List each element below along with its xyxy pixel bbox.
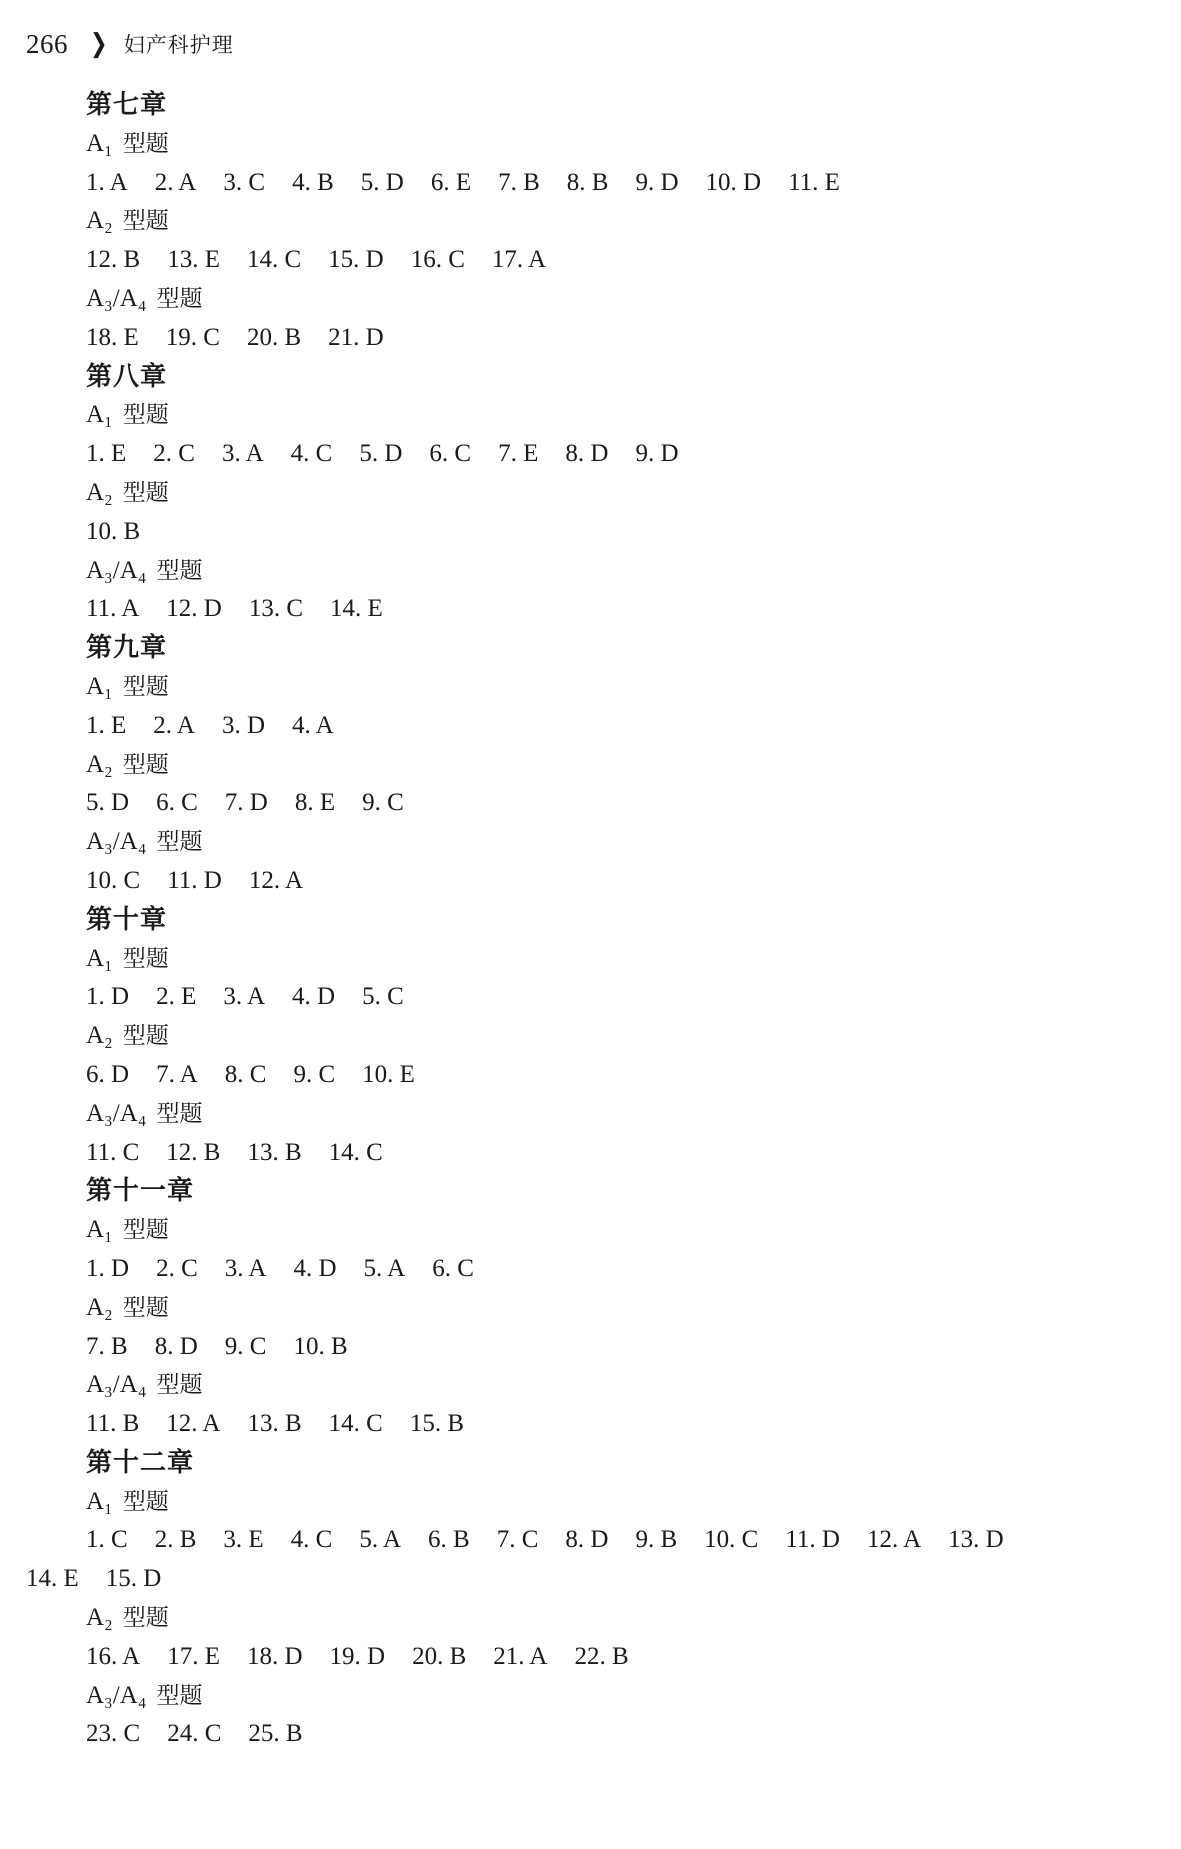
chapter-title: 第九章 [86,633,168,664]
answer-item: 14. C [246,246,302,274]
page-number: 266 [26,28,68,59]
answer-item: 11. B [86,1410,140,1438]
answer-item: 16. A [86,1642,141,1670]
question-type-heading [86,474,1146,513]
question-type-heading [86,1677,1146,1716]
answer-item: 9. C [293,1060,336,1088]
answer-item: 21. A [493,1642,548,1670]
answer-item: 11. E [788,168,840,196]
book-title: 妇产科护理 [123,33,234,57]
question-type-code: A₃/A₄ [86,1681,147,1709]
answer-item: 1. C [86,1526,128,1554]
answer-item: 11. D [167,866,222,894]
answer-item: 6. C [432,1254,474,1282]
answer-item: 3. A [221,440,264,468]
answer-item: 7. B [498,168,540,196]
answer-key-content [26,86,1146,1754]
answer-item: 1. A [86,168,128,196]
answer-item: 11. A [86,595,140,623]
answer-item: 5. C [362,983,404,1011]
chapter-block [86,901,1146,1173]
question-type-label: 型题 [122,1023,169,1050]
answer-item: 7. E [498,440,539,468]
running-header [26,26,234,62]
answer-item: 11. D [785,1526,840,1554]
question-type-heading [86,280,1146,319]
question-type-heading [86,1599,1146,1638]
answer-item: 25. B [248,1720,303,1748]
chapter-block [86,86,1146,358]
answer-item: 4. C [290,1526,333,1554]
question-type-label: 型题 [122,751,169,778]
question-type-label: 型题 [122,1294,169,1321]
chapter-block [26,1444,1146,1754]
question-type-heading [86,1483,1146,1522]
answer-item: 9. C [362,789,404,817]
chapter-block [86,1172,1146,1444]
answer-item: 2. B [154,1526,197,1554]
question-type-heading [86,823,1146,862]
answer-row [86,513,1146,552]
question-type-label: 型题 [156,1100,203,1127]
answer-item: 14. C [328,1410,383,1438]
question-type-code: A₁ [86,129,113,157]
answer-item: 10. E [362,1060,415,1088]
question-type-heading [86,746,1146,785]
question-type-heading [86,668,1146,707]
question-type-code: A₁ [86,401,113,429]
question-type-label: 型题 [156,1682,203,1709]
question-type-label: 型题 [122,1605,169,1632]
question-type-code: A₂ [86,1022,113,1050]
answer-item: 3. A [224,1254,267,1282]
question-type-heading [86,125,1146,164]
answer-item: 3. D [221,711,266,739]
answer-row [86,862,1146,901]
question-type-code: A₂ [86,1293,113,1321]
answer-row [86,1715,1146,1754]
answer-row [86,1521,1146,1560]
answer-item: 1. D [86,983,130,1011]
answer-item: 15. B [409,1410,464,1438]
answer-item: 1. E [86,711,127,739]
question-type-label: 型题 [122,1488,169,1515]
answer-item: 20. B [412,1642,467,1670]
question-type-label: 型题 [122,402,169,429]
question-type-label: 型题 [122,479,169,506]
answer-item: 18. E [86,323,139,351]
answer-item: 13. B [247,1138,302,1166]
answer-item: 10. D [705,168,762,196]
answer-item: 12. A [248,866,304,894]
answer-item: 21. D [328,323,384,351]
answer-item: 8. D [565,440,609,468]
answer-item: 23. C [86,1720,141,1748]
question-type-heading [86,396,1146,435]
answer-item: 18. D [246,1642,303,1670]
answer-row [86,1405,1146,1444]
answer-item: 8. C [224,1060,267,1088]
answer-item: 3. C [223,168,266,196]
answer-row [86,164,1146,203]
question-type-heading [86,1095,1146,1134]
answer-item: 6. C [156,789,198,817]
question-type-code: A₃/A₄ [86,1371,147,1399]
question-type-label: 型题 [156,285,203,312]
answer-item: 13. E [167,246,220,274]
answer-item: 12. B [166,1138,221,1166]
answer-row [86,590,1146,629]
question-type-heading [86,1289,1146,1328]
answer-item: 6. C [429,440,472,468]
answer-item: 17. E [167,1642,220,1670]
answer-item: 3. A [223,983,266,1011]
question-type-code: A₁ [86,944,113,972]
question-type-label: 型题 [122,673,169,700]
answer-item: 5. D [86,789,130,817]
answer-item: 24. C [167,1720,222,1748]
question-type-label: 型题 [122,208,169,235]
question-type-heading [86,202,1146,241]
answer-item: 2. C [156,1254,198,1282]
answer-item: 5. D [359,440,403,468]
question-type-code: A₂ [86,207,113,235]
answer-item: 7. B [86,1332,128,1360]
question-type-code: A₁ [86,1487,113,1515]
answer-item: 12. A [166,1410,221,1438]
chapter-title: 第七章 [86,90,168,120]
question-type-heading [86,940,1146,979]
answer-item: 10. B [293,1332,348,1360]
answer-item: 9. B [635,1526,678,1554]
answer-item: 15. D [328,246,384,274]
answer-item: 12. A [866,1526,922,1554]
chapter-title: 第十章 [86,904,168,935]
answer-item: 14. E [26,1565,79,1593]
chapter-block [86,358,1146,630]
answer-item: 4. D [293,1254,337,1282]
answer-item: 14. C [328,1138,383,1166]
answer-item: 3. E [223,1526,264,1554]
answer-row [86,319,1146,358]
chapter-title: 第八章 [86,361,168,392]
question-type-heading [86,552,1146,591]
answer-item: 5. A [363,1254,406,1282]
answer-item: 4. A [292,711,334,739]
answer-item: 7. C [496,1526,539,1554]
answer-item: 7. D [224,789,268,817]
answer-item: 17. A [491,246,547,274]
answer-item: 9. C [224,1332,267,1360]
answer-row [86,435,1146,474]
question-type-code: A₂ [86,1604,113,1632]
question-type-code: A₁ [86,672,113,700]
question-type-heading [86,1366,1146,1405]
answer-item: 11. C [86,1138,140,1166]
question-type-heading [86,1211,1146,1250]
answer-item: 5. D [360,168,404,196]
answer-row [86,784,1146,823]
chapter-block [86,629,1146,901]
chevron-right-icon: ❯ [90,29,108,59]
answer-row [86,1056,1146,1095]
answer-item: 9. D [635,440,679,468]
answer-item: 10. C [704,1526,759,1554]
answer-item: 1. E [86,440,127,468]
answer-item: 9. D [635,168,679,196]
answer-row [86,978,1146,1017]
answer-item: 4. B [292,168,334,196]
question-type-code: A₃/A₄ [86,556,147,584]
answer-row [86,241,1146,280]
answer-item: 20. B [246,323,302,351]
answer-item: 14. E [330,595,383,623]
answer-item: 22. B [574,1642,629,1670]
answer-item: 1. D [86,1254,130,1282]
question-type-code: A₃/A₄ [86,1099,147,1127]
answer-row [86,1134,1146,1173]
question-type-label: 型题 [122,130,169,157]
answer-item: 13. C [248,595,303,623]
question-type-code: A₃/A₄ [86,828,147,856]
answer-item: 16. C [410,246,465,274]
answer-item: 8. D [154,1332,198,1360]
question-type-code: A₂ [86,750,113,778]
answer-item: 12. D [166,595,222,623]
answer-row [86,707,1146,746]
answer-item: 2. A [154,168,197,196]
answer-item: 6. E [430,168,472,196]
answer-row-continued [26,1560,1146,1599]
chapter-title: 第十一章 [86,1176,195,1207]
answer-row [86,1328,1146,1367]
answer-item: 10. B [86,517,141,545]
question-type-heading [86,1017,1146,1056]
question-type-code: A₂ [86,478,113,506]
answer-item: 2. C [153,440,195,468]
answer-item: 7. A [156,1060,198,1088]
question-type-code: A₁ [86,1216,113,1244]
question-type-label: 型题 [122,1217,169,1244]
answer-item: 12. B [86,246,141,274]
question-type-label: 型题 [156,829,203,856]
answer-item: 13. B [247,1410,302,1438]
answer-item: 4. C [290,440,333,468]
answer-item: 13. D [948,1526,1004,1554]
chapter-title: 第十二章 [86,1447,195,1478]
question-type-code: A₃/A₄ [86,284,147,312]
answer-item: 6. D [86,1060,130,1088]
answer-item: 19. C [165,323,220,351]
question-type-label: 型题 [156,1372,203,1399]
answer-item: 2. A [153,711,195,739]
answer-item: 5. A [359,1526,402,1554]
question-type-label: 型题 [122,945,169,972]
answer-item: 2. E [156,983,197,1011]
answer-item: 6. B [428,1526,470,1554]
answer-item: 10. C [86,866,141,894]
answer-item: 19. D [329,1642,386,1670]
answer-row [86,1638,1146,1677]
answer-item: 8. D [565,1526,609,1554]
answer-item: 8. E [294,789,336,817]
question-type-label: 型题 [156,557,203,584]
answer-row [86,1250,1146,1289]
answer-item: 4. D [292,983,336,1011]
answer-item: 8. B [566,168,609,196]
answer-item: 15. D [105,1565,162,1593]
